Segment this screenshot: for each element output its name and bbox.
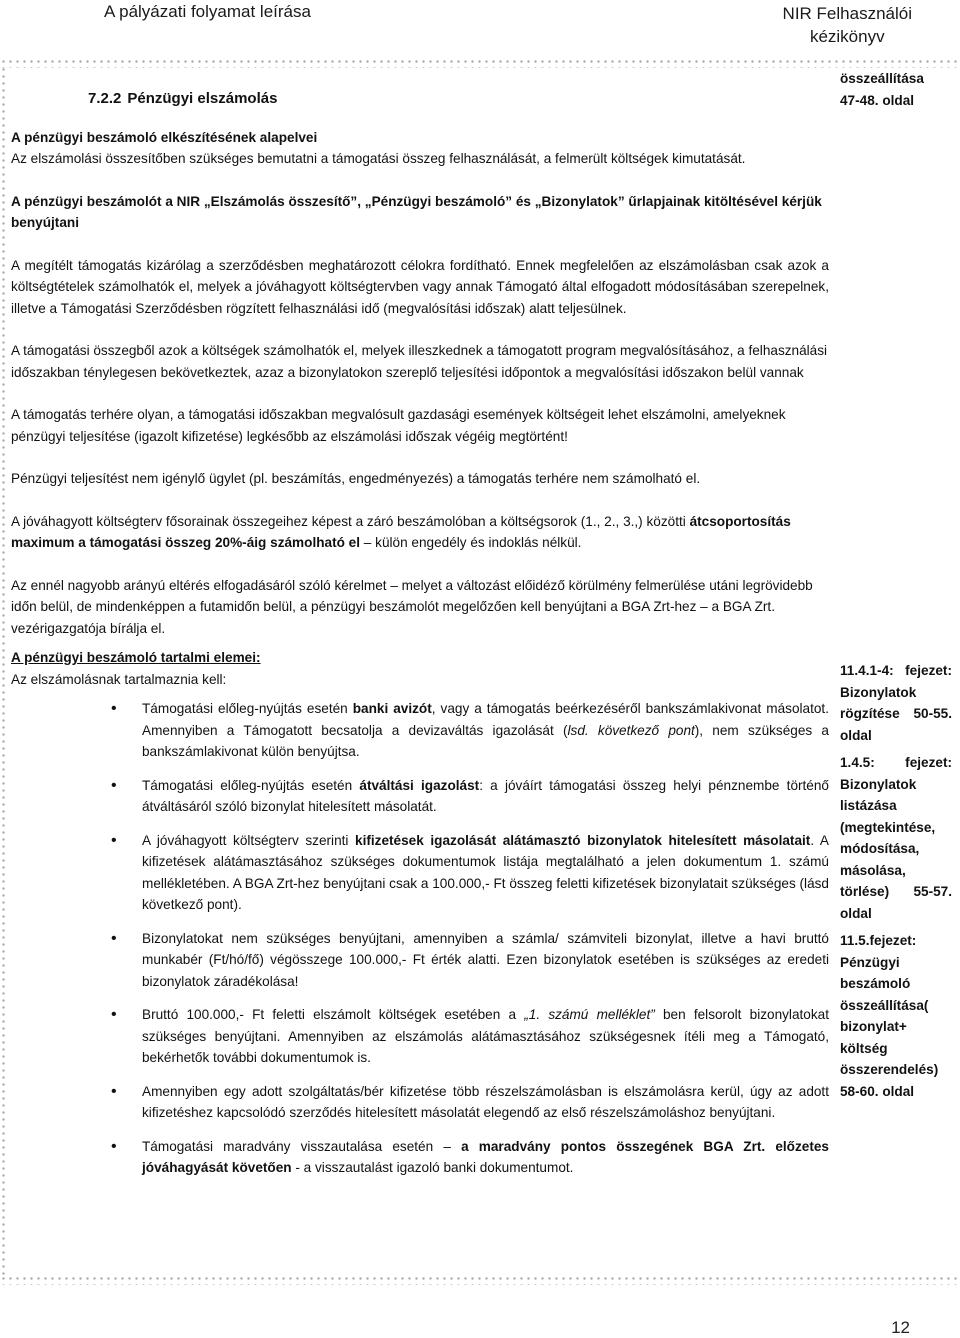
list-item	[11, 1136, 829, 1179]
list-item-text: Bizonylatokat nem szükséges benyújtani, amennyiben a számla/ számviteli bizonylat, illetve a havi bruttó munkabér (Ft/hó/fő) végösszege 100.000,- Ft érték alatti. Ezen bizonylatok esetében is szükséges az eredeti bizonylatok záradékolása!	[142, 930, 829, 989]
paragraph-forms: A pénzügyi beszámolót a NIR „Elszámolás összesítő”, „Pénzügyi beszámoló” és „Bizonylatok” űrlapjainak kitöltésével kérjük benyújtani	[11, 193, 822, 230]
section-title: Pénzügyi elszámolás	[127, 90, 278, 107]
list-item-text: Támogatási maradvány visszautalása esetén –	[142, 1138, 462, 1154]
header-title-line2: kézikönyv	[809, 27, 885, 46]
sidebar-ref-top-line2: 47-48. oldal	[840, 92, 915, 108]
sidebar-ref-penzugyi-beszamolo: 11.5.fejezet: Pénzügyi beszámoló összeállítása( bizonylat+ költség összerendelés) 58-60. oldal	[840, 933, 939, 1099]
paragraph-financial-completion: A támogatás terhére olyan, a támogatási időszakban megvalósult gazdasági események költségeit lehet elszámolni, amelyeknek pénzügyi teljesítése (igazolt kifizetése) legkésőbb az elszámolási időszak végéig megtörtént!	[11, 407, 786, 444]
paragraph-principles	[11, 127, 829, 170]
reallocation-text-c: – külön engedély és indoklás nélkül.	[360, 535, 582, 550]
requirements-list	[11, 698, 829, 1179]
list-item-text: . A kifizetések alátámasztásához szükséges dokumentumok listája megtalálható a jelen dokumentum 1. számú mellékletében. A BGA Zrt-hez benyújtani csak a 100.000,- Ft összeg feletti kifizetések bizonylatait szükséges (lásd következő pont).	[142, 832, 830, 912]
list-item-text: , vagy a támogatás beérkezéséről bankszámlakivonat másolatot. Amennyiben a Támogatott becsatolja a devizaváltás igazolását (	[142, 701, 829, 738]
paragraph-eligible-costs: A támogatási összegből azok a költségek számolhatók el, melyek illeszkednek a támogatott program megvalósításához, a felhasználási időszakban ténylegesen bekövetkeztek, azaz a bizonylatokon szereplő teljesítési időpontok a megvalósítási időszakon belül vannak	[11, 343, 828, 380]
content-elements-intro: Az elszámolásnak tartalmaznia kell:	[11, 671, 227, 687]
list-item	[11, 775, 829, 818]
main-content	[11, 86, 829, 1191]
list-item-italic: lsd. következő pont	[567, 722, 695, 738]
reallocation-text-a: A jóváhagyott költségterv fősorainak összegeihez képest a záró beszámolóban a költségsorok (1., 2., 3.,) közötti	[11, 513, 686, 529]
sidebar-references	[840, 660, 952, 1102]
reallocation-limit: átcsoportosítás maximum a támogatási összeg 20%-áig számolható el	[11, 513, 791, 550]
list-item-text: Amennyiben egy adott szolgáltatás/bér kifizetése több részelszámolásban is elszámolásra kerül, úgy az adott kifizetéshez kapcsolódó szerződés hitelesített másolatát elegendő az első részelszámoláshoz benyújtani.	[142, 1083, 829, 1120]
paragraph-non-financial: Pénzügyi teljesítést nem igénylő ügylet (pl. beszámítás, engedményezés) a támogatás terhére nem számolható el.	[11, 471, 701, 486]
list-item-bold: átváltási igazolást	[359, 777, 480, 793]
list-item	[11, 1004, 829, 1069]
list-item-text: : a jóváírt támogatási összeg helyi pénznembe történő átváltásáról szóló bizonylat hitelesített másolatát.	[142, 777, 829, 814]
section-number: 7.2.2	[88, 90, 122, 107]
list-item	[11, 698, 829, 763]
list-item-text: Támogatási előleg-nyújtás esetén	[142, 701, 353, 716]
list-item-text: Bruttó 100.000,- Ft feletti elszámolt költségek esetében a	[142, 1007, 525, 1022]
section-heading	[88, 88, 829, 110]
list-item-text: Támogatási előleg-nyújtás esetén	[142, 777, 360, 793]
sidebar-ref-bizonylatok-listazasa: 1.4.5: fejezet: Bizonylatok listázása (megtekintése, módosítása, másolása, törlése) 55-57. oldal	[840, 755, 952, 921]
list-item-italic: „1. számú melléklet”	[524, 1007, 655, 1022]
paragraph-eligible-use: A megítélt támogatás kizárólag a szerződésben meghatározott célokra fordítható. Ennek megfelelően az elszámolásban csak azok a költségtételek számolhatók el, melyek a jóváhagyott költségtervben vagy annak Támogató által elfogadott módosításában szerepelnek, illetve a Támogatási Szerződésben rögzített felhasználási idő (megvalósítási időszak) alatt teljesülnek.	[11, 257, 829, 316]
decorative-border-bottom	[0, 1275, 960, 1285]
sidebar-ref-top-line1: összeállítása	[840, 71, 924, 86]
principles-title: A pénzügyi beszámoló elkészítésének alapelvei	[11, 129, 318, 145]
list-item-text: ), nem szükséges a bankszámlakivonat külön benyújtsa.	[142, 722, 829, 759]
header-title-line1: NIR Felhasználói	[782, 4, 912, 23]
list-item	[11, 928, 829, 993]
list-item-text: ben felsorolt bizonylatokat szükséges benyújtani. Amennyiben az elszámolás alátámasztásához szükségesnek ítéli meg a Támogató, bekérhetők további dokumentumok is.	[142, 1007, 829, 1065]
list-item	[11, 1081, 829, 1124]
content-elements-title: A pénzügyi beszámoló tartalmi elemei:	[11, 650, 261, 665]
header-document-title	[783, 2, 912, 48]
sidebar-ref-bizonylatok-rogzitese: 11.4.1-4: fejezet: Bizonylatok rögzítése 50-55. oldal	[840, 663, 952, 743]
list-item	[11, 830, 829, 916]
sidebar-reference-top	[840, 68, 952, 111]
list-item-text: A jóváhagyott költségterv szerinti	[142, 832, 356, 848]
decorative-border-left	[0, 66, 8, 1276]
paragraph-larger-deviation: Az ennél nagyobb arányú eltérés elfogadásáról szóló kérelmet – melyet a változást előidéző körülmény felmerülése utáni legrövidebb időn belül, de mindenképpen a futamidőn belül, a pénzügyi beszámolót megelőzően kell benyújtani a BGA Zrt-hez – a BGA Zrt. vezérigazgatója bírálja el.	[11, 577, 813, 636]
principles-text: Az elszámolási összesítőben szükséges bemutatni a támogatási összeg felhasználását, a felmerült költségek kimutatását.	[11, 151, 746, 166]
list-item-bold: kifizetések igazolását alátámasztó bizonylatok hitelesített másolatait	[355, 832, 811, 848]
page-header	[0, 0, 960, 50]
list-item-bold: a maradvány pontos összegének BGA Zrt. előzetes jóváhagyását követően	[142, 1138, 829, 1175]
list-item-text: - a visszautalást igazoló banki dokumentumot.	[291, 1160, 574, 1175]
paragraph-reallocation	[11, 511, 829, 554]
list-item-bold: banki avizót	[352, 701, 432, 716]
header-document-section: A pályázati folyamat leírása	[104, 2, 311, 21]
decorative-border-top	[0, 58, 960, 68]
page-number: 12	[891, 1318, 910, 1337]
